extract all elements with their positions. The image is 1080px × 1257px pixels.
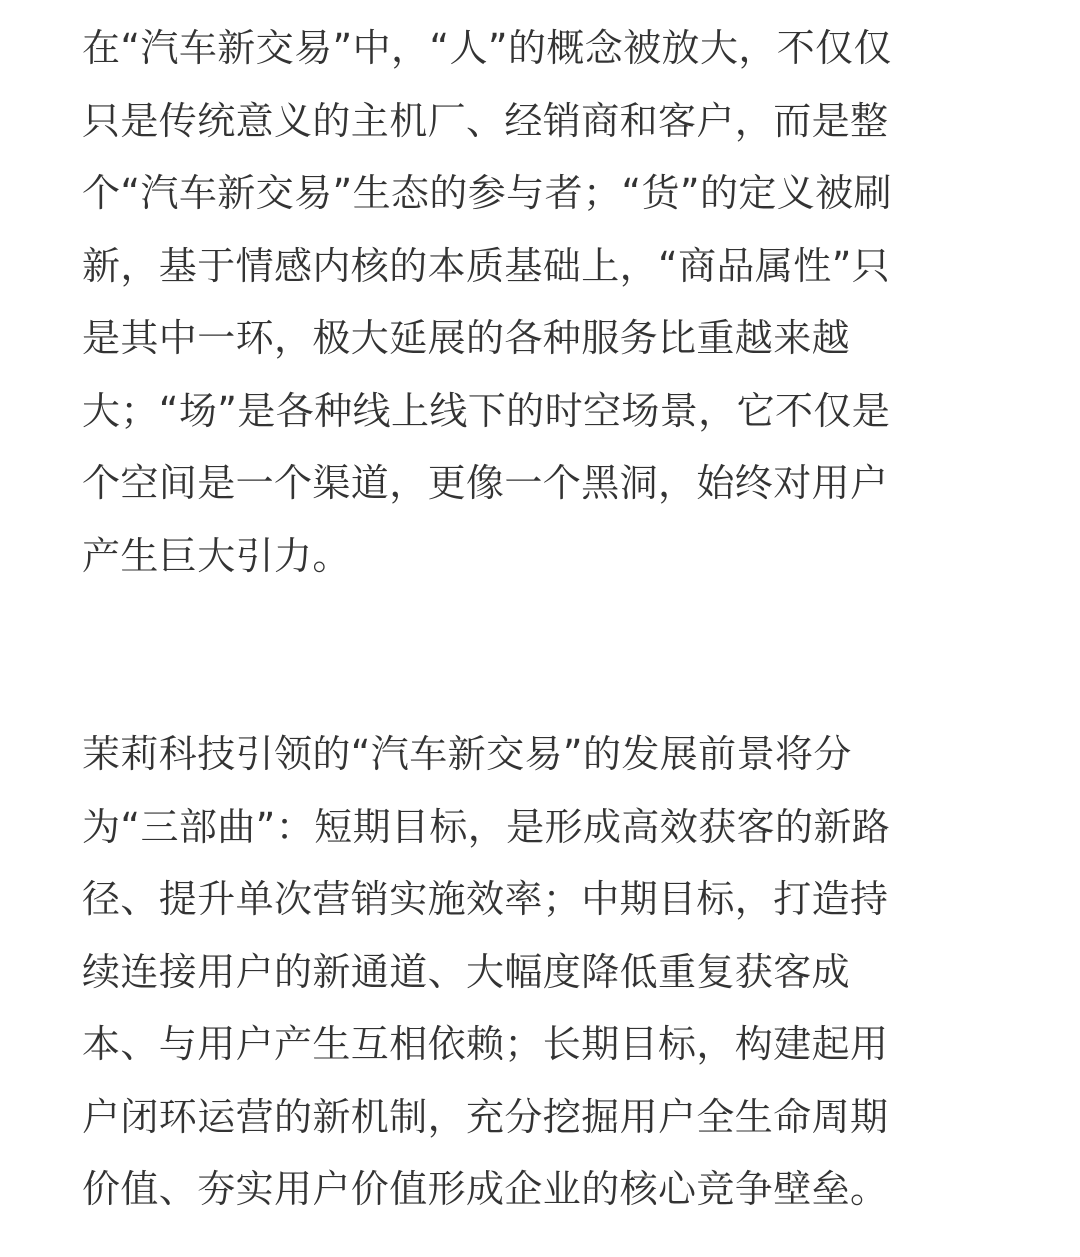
paragraph-three-stage-plan (82, 718, 1002, 1226)
article-body (82, 12, 1002, 1226)
text-line: 在“汽车新交易”中，“人”的概念被放大，不仅仅 (82, 26, 892, 70)
text-line: 户闭环运营的新机制，充分挖掘用户全生命周期 (82, 1094, 889, 1139)
text-line: 径、提升单次营销实施效率；中期目标，打造持 (82, 877, 889, 921)
text-line: 个“汽车新交易”生态的参与者；“货”的定义被刷 (82, 171, 892, 215)
text-line: 为“三部曲”：短期目标，是形成高效获客的新路 (82, 804, 891, 849)
text-line: 新，基于情感内核的本质基础上，“商品属性”只 (82, 243, 891, 288)
text-line: 大；“场”是各种线上线下的时空场景，它不仅是 (82, 388, 891, 433)
text-line: 产生巨大引力。 (82, 533, 351, 578)
text-line: 本、与用户产生互相依赖；长期目标，构建起用 (82, 1022, 889, 1066)
text-line: 只是传统意义的主机厂、经销商和客户，而是整 (82, 98, 889, 143)
text-line: 茉莉科技引领的“汽车新交易”的发展前景将分 (82, 732, 852, 776)
text-line: 价值、夯实用户价值形成企业的核心竞争壁垒。 (82, 1167, 889, 1211)
paragraph-people-goods-place (82, 12, 1002, 592)
paragraph-spacer (82, 592, 1002, 718)
text-line: 是其中一环，极大延展的各种服务比重越来越 (82, 316, 851, 360)
text-line: 续连接用户的新通道、大幅度降低重复获客成 (82, 949, 851, 994)
text-line: 个空间是一个渠道，更像一个黑洞，始终对用户 (82, 461, 889, 505)
